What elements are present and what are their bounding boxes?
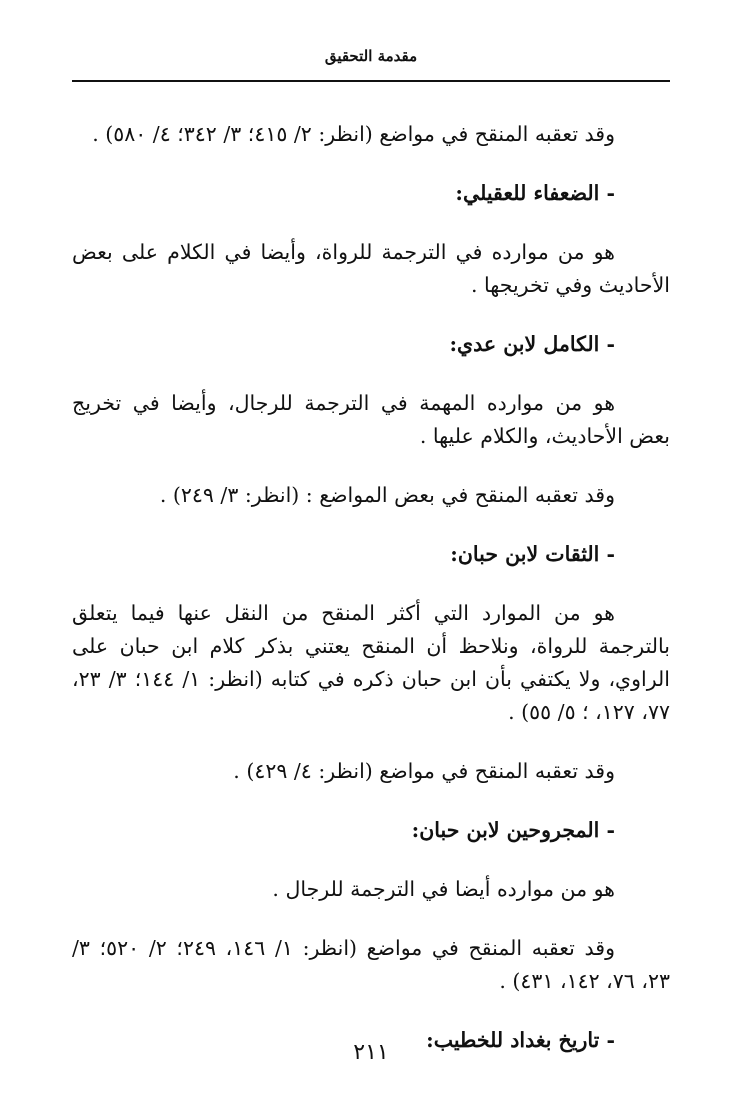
paragraph-thiqat-ibn-hibban: هو من الموارد التي أكثر المنقح من النقل عنها فيما يتعلق بالترجمة للرواة، ونلاحظ أن المنقح يعتني بذكر كلام ابن حبان على الراوي، ولا يكتفي بأن ابن حبان ذكره في كتابه (انظر: ١/ ١٤٤؛ ٣/ ٢٣، ٧٧، ١٢٧، ؛ ٥/ ٥٥) . <box>72 601 670 724</box>
page-number: ٢١١ <box>353 1040 389 1065</box>
paragraph-majruhin-ibn-hibban: هو من موارده أيضا في الترجمة للرجال . <box>272 877 615 901</box>
paragraph-kamil-ibn-adi: هو من موارده المهمة في الترجمة للرجال، وأيضا في تخريج بعض الأحاديث، والكلام عليها . <box>72 391 670 448</box>
heading-majruhin-ibn-hibban: - المجروحين لابن حبان: <box>411 818 615 842</box>
header-rule <box>72 80 670 82</box>
paragraph-majruhin-critique: وقد تعقبه المنقح في مواضع (انظر: ١/ ١٤٦، ٢٤٩؛ ٢/ ٥٢٠؛ ٣/ ٢٣، ٧٦، ١٤٢، ٤٣١) . <box>72 936 670 993</box>
heading-tarikh-baghdad: - تاريخ بغداد للخطيب: <box>426 1028 615 1052</box>
heading-duafa-aqili: - الضعفاء للعقيلي: <box>455 181 615 205</box>
heading-thiqat-ibn-hibban: - الثقات لابن حبان: <box>450 542 615 566</box>
paragraph-aqili-critique: وقد تعقبه المنقح في مواضع (انظر: ٢/ ٤١٥؛ ٣/ ٣٤٢؛ ٤/ ٥٨٠) . <box>92 122 615 146</box>
heading-kamil-ibn-adi: - الكامل لابن عدي: <box>449 332 615 356</box>
paragraph-thiqat-critique: وقد تعقبه المنقح في مواضع (انظر: ٤/ ٤٢٩) . <box>233 759 615 783</box>
running-head: مقدمة التحقيق <box>324 47 418 65</box>
paragraph-duafa-aqili: هو من موارده في الترجمة للرواة، وأيضا في الكلام على بعض الأحاديث وفي تخريجها . <box>72 240 670 297</box>
body-text <box>72 118 670 1083</box>
paragraph-kamil-critique: وقد تعقبه المنقح في بعض المواضع : (انظر: ٣/ ٢٤٩) . <box>159 483 615 507</box>
